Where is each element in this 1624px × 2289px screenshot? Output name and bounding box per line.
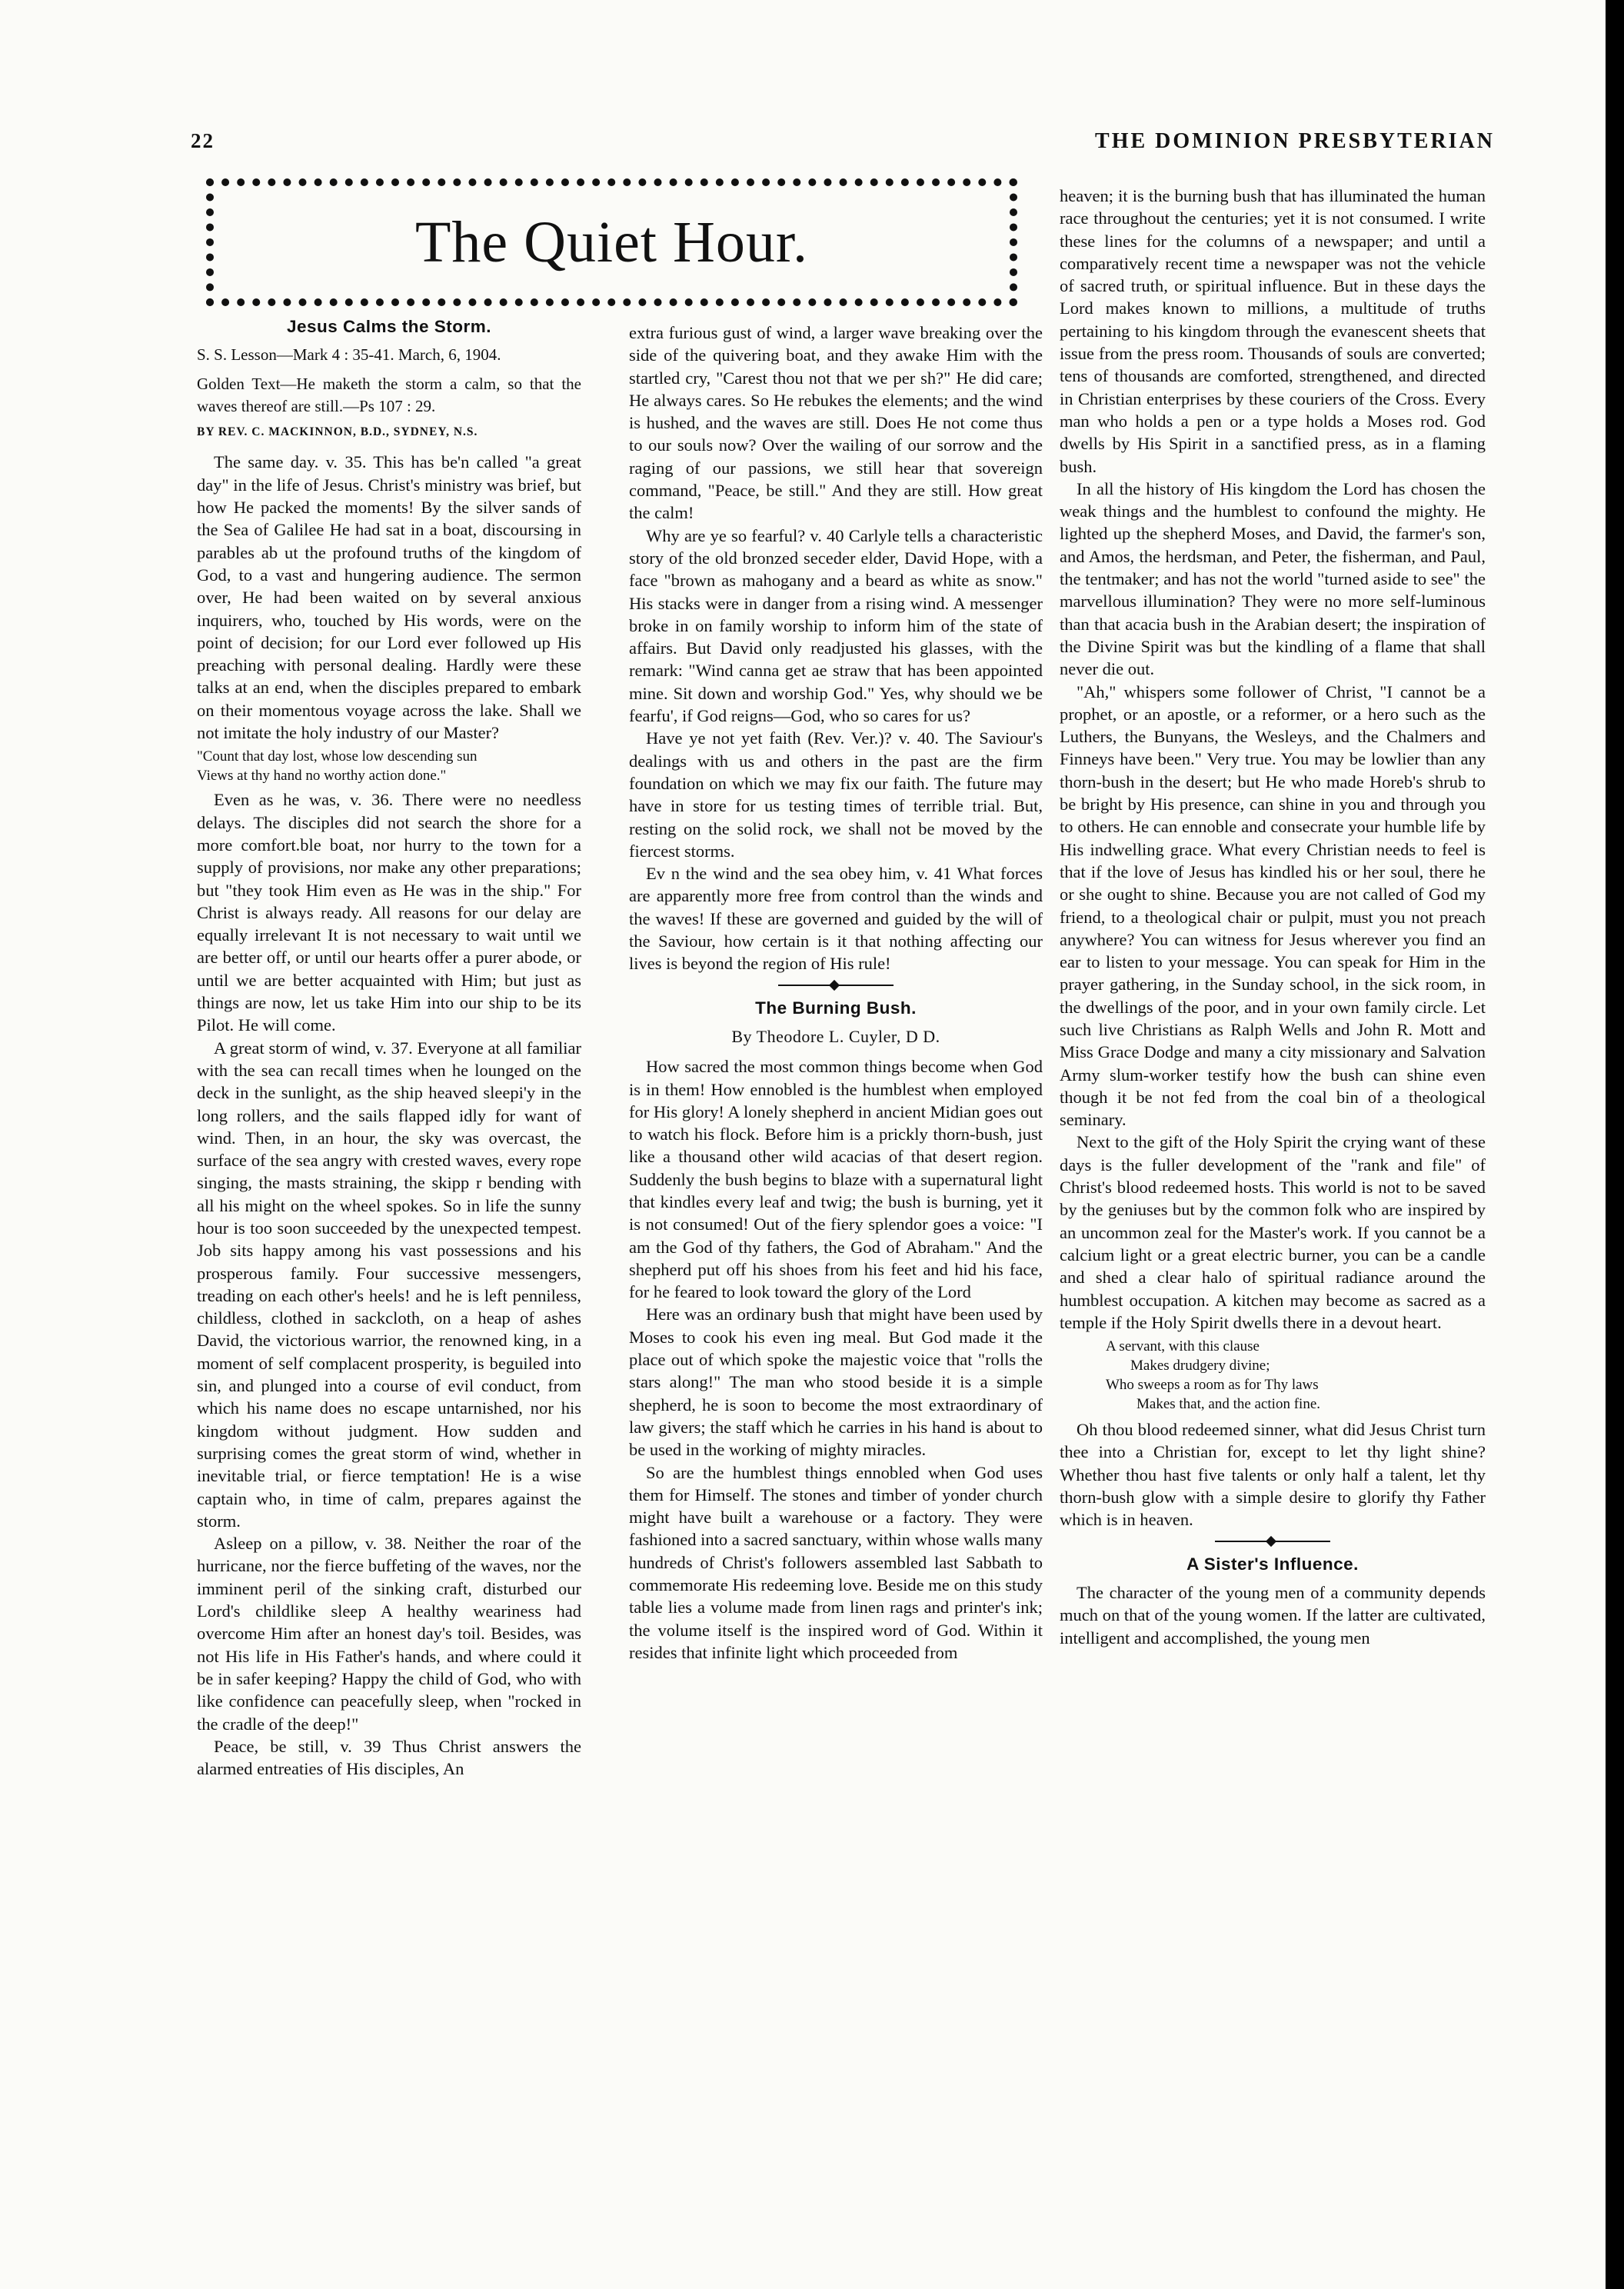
quote-line: Views at thy hand no worthy action done." <box>197 768 447 785</box>
section-banner <box>206 178 1017 306</box>
poem-line: A servant, with this clause <box>1106 1338 1260 1355</box>
poem-line: Makes that, and the action fine. <box>1136 1396 1321 1413</box>
paragraph: Oh thou blood redeemed sinner, what did Jesus Christ turn thee into a Christian for, except to let thy light shine? Whether thou hast five talents or only half a talent, let thy thorn-bush glow with a simple desire to glorify thy Father which is in heaven. <box>1060 1420 1486 1530</box>
paragraph: So are the humblest things ennobled when God uses them for Himself. The stones and timber of yonder church might have built a warehouse or a factory. They were fashioned into a sacred sanctuary, within whose walls many hundreds of Christ's followers assembled last Sabbath to commemorate His redeeming love. Beside me on this study table lies a volume made from linen rags and printer's ink; the volume itself is the inspired word of God. Within it resides that infinite light which proceeded from <box>629 1462 1043 1662</box>
paragraph: Asleep on a pillow, v. 38. Neither the roar of the hurricane, nor the fierce buffeting of the waves, nor the imminent peril of the sinking craft, disturbed our Lord's childlike sleep A healthy weariness had overcome Him after an honest day's toil. Besides, was not His life in His Father's hands, and where could it be in safer keeping? Happy the child of God, who with like confidence can peacefully sleep, when "rocked in the cradle of the deep!" <box>197 1534 581 1734</box>
paragraph: Ev n the wind and the sea obey him, v. 41 What forces are apparently more free from control than the winds and the waves! If these are governed and guided by the will of the Saviour, how certain is it that nothing affecting our lives is beyond the region of His rule! <box>629 864 1043 974</box>
paragraph: heaven; it is the burning bush that has illuminated the human race throughout the centuries; yet it is not consumed. I write these lines for the columns of a newspaper; and until a comparatively recent time a newspaper was not the vehicle of sacred truth, or spiritual influence. But in these days the Lord makes known to millions, a multitude of truths pertaining to his kingdom through the evanescent sheets that issue from the press room. Thousands of souls are converted; tens of thousands are comforted, strengthened, and directed in Christian enterprises by these couriers of the Cross. Every man who holds a pen or a type holds a Moses rod. God dwells by His Spirit in a sanctified press, as in a flaming bush. <box>1060 186 1486 476</box>
article-byline: By Theodore L. Cuyler, D D. <box>731 1026 940 1046</box>
paragraph: How sacred the most common things become when God is in them! How ennobled is the humblest when employed for His glory! A lonely shepherd in ancient Midian goes out to watch his flock. Before him is a prickly thorn-bush, just like a thousand other wild acacias of that desert region. Suddenly the bush begins to blaze with a supernatural light that kindles every leaf and twig; the bush is burning, yet it is not consumed! Out of the fiery splendor goes a voice: "I am the God of thy fathers, the God of Abraham." And the shepherd put off his shoes from his feet and hid his face, for he feared to look toward the glory of the Lord <box>629 1057 1043 1302</box>
masthead: THE DOMINION PRESBYTERIAN <box>1095 129 1495 153</box>
section-divider <box>629 980 1043 991</box>
golden-text: Golden Text—He maketh the storm a calm, so that the waves thereof are still.—Ps 107 : 29. <box>197 374 581 415</box>
section-divider <box>1060 1536 1486 1547</box>
paragraph: Peace, be still, v. 39 Thus Christ answers the alarmed entreaties of His disciples, An <box>197 1736 581 1779</box>
poem <box>1060 1337 1486 1414</box>
paragraph: A great storm of wind, v. 37. Everyone at all familiar with the sea can recall times when he lounged on the deck in the sunlight, as the ship heaved sleepi'y in the long rollers, and the sails flapped idly for want of wind. Then, in an hour, the sky was overcast, the surface of the sea angry with crested waves, every rope singing, the masts straining, the skipp r bending with all his might on the wheel spokes. So in life the sunny hour is too soon succeeded by the unexpected tempest. Job sits happy among his vast possessions and his prosperous family. Four successive messengers, treading on each other's heels! and he is left penniless, childless, clothed in sackcloth, on a heap of ashes David, the victorious warrior, the renowned king, in a moment of self complacent prosperity, is beguiled into sin, and plunged into a course of evil conduct, from which his name does no escape untarnished, nor his kingdom without judgment. How sudden and surprising comes the great storm of wind, whether in inevitable trial, or fierce temptation! He is a wise captain who, in time of calm, prepares against the storm. <box>197 1038 581 1531</box>
paragraph: Here was an ordinary bush that might have been used by Moses to cook his even ing meal. But God made it the place out of which spoke the majestic voice that "rolls the stars along!" The man who stood beside it is a simple shepherd, he is soon to become the most extraordinary of law givers; the staff which he carries in his hand is about to be used in the working of mighty miracles. <box>629 1304 1043 1460</box>
article-heading: A Sister's Influence. <box>1186 1554 1359 1574</box>
paragraph: Next to the gift of the Holy Spirit the crying want of these days is the fuller development of the "rank and file" of Christ's blood redeemed hosts. This world is not to be saved by the geniuses but by the common folk who are inspired by an uncommon zeal for the Master's work. If you cannot be a calcium light or a great electric burner, you can be a candle and shed a clear halo of spiritual radiance around the humblest occupation. A kitchen may become as sacred as a temple if the Holy Spirit dwells there in a devout heart. <box>1060 1132 1486 1332</box>
column-1 <box>197 315 581 1780</box>
page-number: 22 <box>191 129 215 152</box>
section-title: The Quiet Hour. <box>414 209 808 275</box>
column-3 <box>1060 185 1486 1649</box>
paragraph: The character of the young men of a community depends much on that of the young women. If the latter are cultivated, intelligent and accomplished, the young men <box>1060 1582 1486 1648</box>
paragraph: Have ye not yet faith (Rev. Ver.)? v. 40. The Saviour's dealings with us and others in the past are the firm foundation on which we may fix our faith. The future may have in store for us testing times of terrible trial. But, resting on the solid rock, we shall not be moved by the fiercest storms. <box>629 728 1043 861</box>
article-byline: BY REV. C. MACKINNON, B.D., SYDNEY, N.S. <box>197 425 478 439</box>
lesson-reference: S. S. Lesson—Mark 4 : 35-41. March, 6, 1904. <box>197 345 501 365</box>
paragraph: In all the history of His kingdom the Lord has chosen the weak things and the humblest to confound the mighty. He lighted up the shepherd Moses, and David, the farmer's son, and Amos, the herdsman, and Peter, the fisherman, and Paul, the tentmaker; and has not the world "turned aside to see" the marvellous illumination? They were no more self-luminous than that acacia bush in the Arabian desert; the inspiration of the Divine Spirit was but the kindling of a flame that shall never die out. <box>1060 478 1486 679</box>
quote-line: "Count that day lost, whose low descending sun <box>197 748 478 765</box>
page-header <box>191 129 1495 168</box>
article-heading: The Burning Bush. <box>755 998 917 1018</box>
poem-line: Who sweeps a room as for Thy laws <box>1106 1377 1319 1394</box>
poem-line: Makes drudgery divine; <box>1130 1358 1270 1374</box>
paragraph: Why are ye so fearful? v. 40 Carlyle tells a characteristic story of the old bronzed seceder elder, David Hope, with a face "brown as mahogany and a beard as white as snow." His stacks were in danger from a rising wind. A messenger broke in on family worship to inform him of the state of affairs. But David only readjusted his glasses, with the remark: "Wind canna get ae straw that has been appointed mine. Sit down and worship God." Yes, why should we be fearfu', if God reigns—God, who so cares for us? <box>629 525 1043 726</box>
paragraph: extra furious gust of wind, a larger wave breaking over the side of the quivering boat, and they awake Him with the startled cry, "Carest thou not that we per sh?" He did care; He always cares. So He rebukes the elements; and the wind is hushed, and the waves are still. Does He not come thus to our souls now? Over the wailing of our sorrow and the raging of our passions, we still hear that sovereign command, "Peace, be still." And they are still. How great the calm! <box>629 323 1043 523</box>
column-2 <box>629 322 1043 1664</box>
paragraph: Even as he was, v. 36. There were no needless delays. The disciples did not search the shore for a more comfort.ble boat, nor hurry to the town for a supply of provisions, nor make any other preparations; but "they took Him even as He was in the ship." For Christ is always ready. All reasons for our delay are equally irrelevant It is not necessary to wait until we are better off, or until our hearts offer a purer abode, or until we are better acquainted with Him; but just as things are now, let us take Him into our ship to be its Pilot. He will come. <box>197 790 581 1035</box>
paragraph: "Ah," whispers some follower of Christ, "I cannot be a prophet, or an apostle, or a reformer, or a hero such as the Luthers, the Bunyans, the Wesleys, and the Chalmers and Finneys have been." Very true. You may be lowlier than any thorn-bush in the desert; but He who made Horeb's shrub to be bright by His presence, can shine in you and through you to others. He can ennoble and consecrate your humble life by His indwelling grace. What every Christian needs to feel is that if the love of Jesus has kindled his or her soul, there he or she ought to shine. Because you are not called of God my friend, to a theological chair or pulpit, must you not preach anywhere? You can witness for Jesus wherever you find an ear to listen to your message. You can speak for Him in the prayer gathering, in the Sunday school, in the sick room, in the dwellings of the poor, and in your own family circle. Let such live Christians as Ralph Wells and John R. Mott and Miss Grace Dodge and many a city missionary and Salvation Army slum-worker testify how the bush can shine even though it be not fed from the coal bin of a theological seminary. <box>1060 681 1486 1130</box>
article-heading: Jesus Calms the Storm. <box>286 317 492 336</box>
paragraph: The same day. v. 35. This has be'n called "a great day" in the life of Jesus. Christ's ministry was brief, but how He packed the moments! By the silver sands of the Sea of Galilee He had sat in a boat, discoursing in parables ab ut the profound truths of the kingdom of God, to a vast and hungering audience. The sermon over, He had been waited on by several anxious inquirers, who, touched by His words, were on the point of decision; for our Lord ever followed up His preaching with personal dealing. Hardly were these talks at an end, when the disciples prepared to embark on their momentous voyage across the lake. Shall we not imitate the holy industry of our Master? <box>197 452 581 743</box>
